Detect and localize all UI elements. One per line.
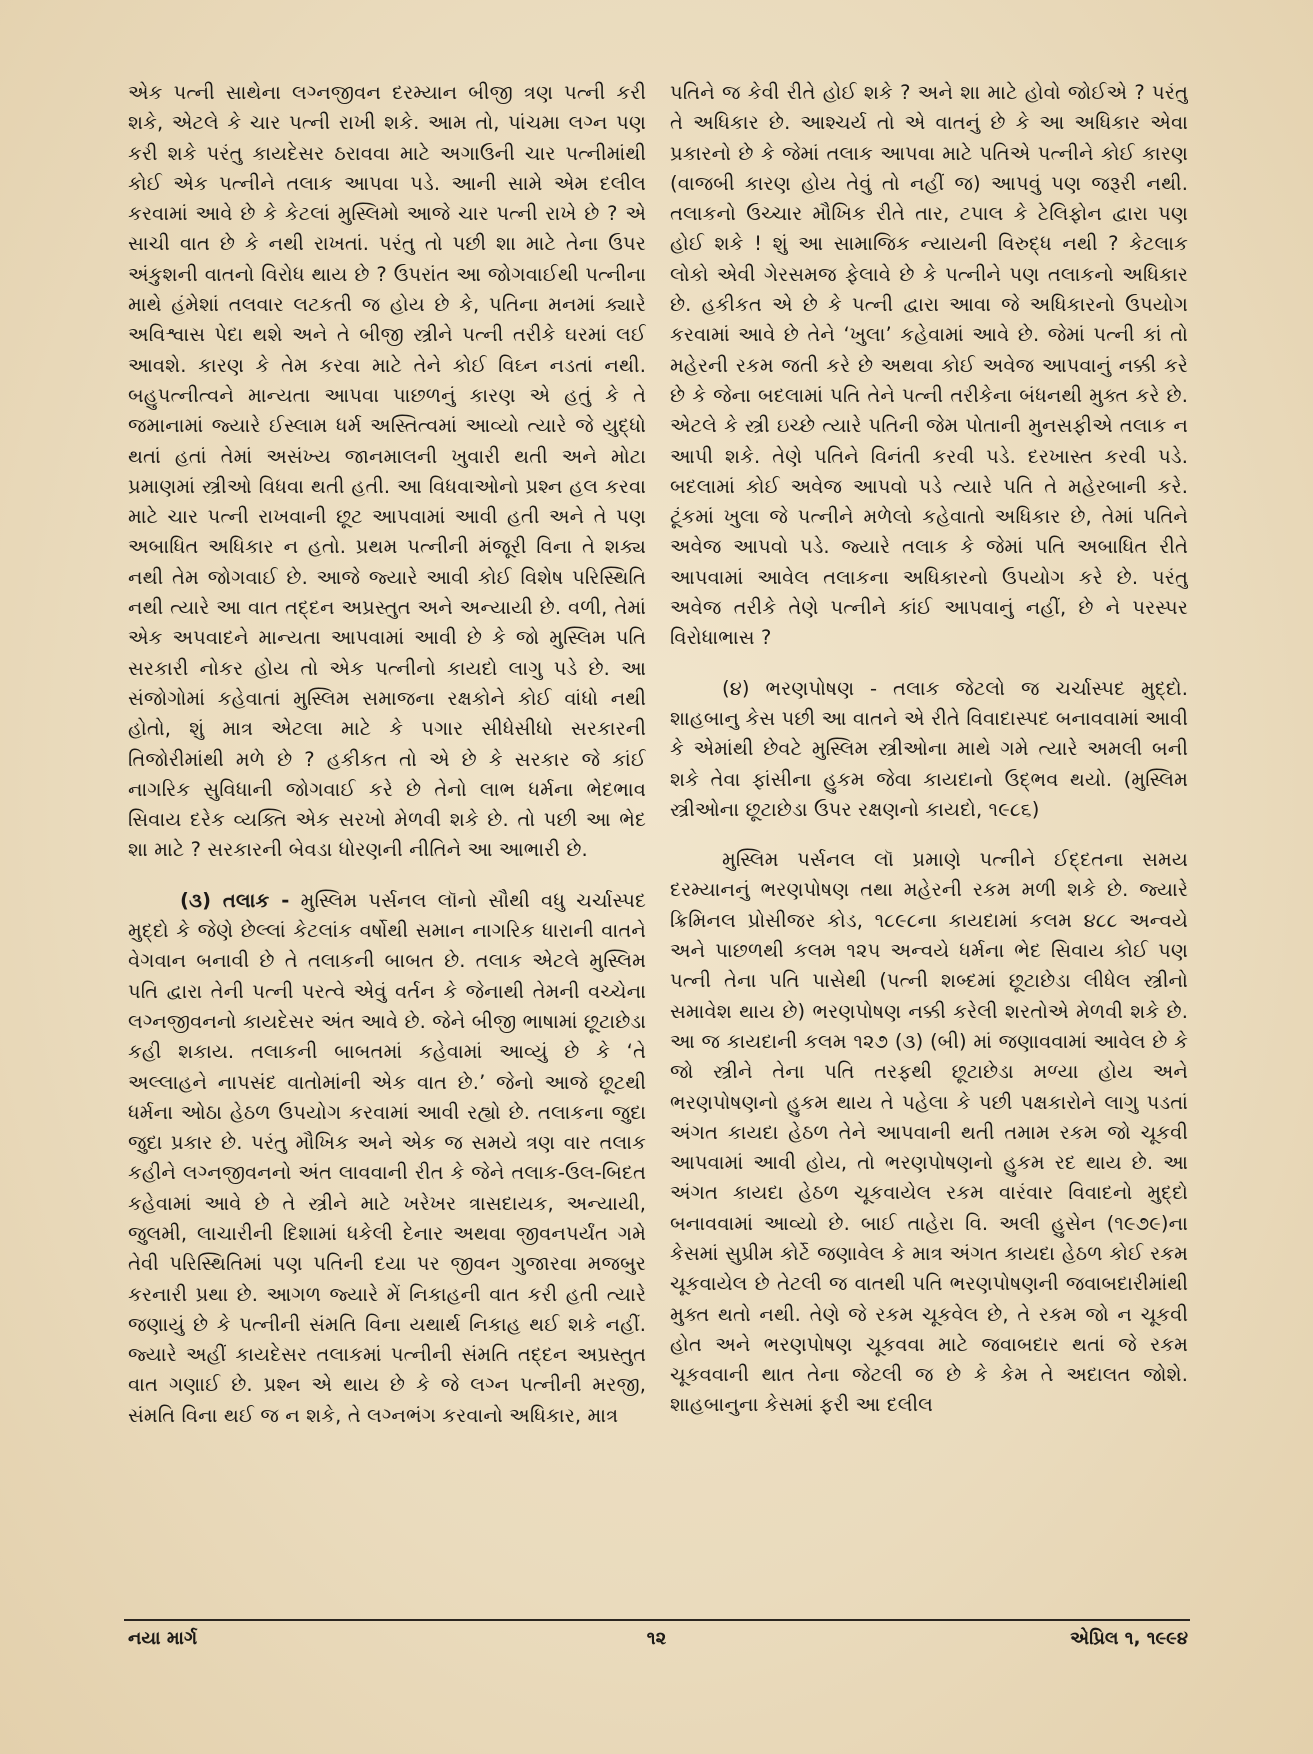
right-paragraph-1: પતિને જ કેવી રીતે હોઈ શકે ? અને શા માટે હોવો જોઈએ ? પરંતુ તે અધિકાર છે. આશ્ચર્ય તો એ વાતનું છે કે આ અધિકાર એવા પ્રકારનો છે કે જેમાં તલાક આપવા માટે પતિએ પત્નીને કોઈ કારણ (વાજબી કારણ હોય તેવું તો નહીં જ) આપવું પણ જરૂરી નથી. તલાકનો ઉચ્ચાર મૌખિક રીતે તાર, ટપાલ કે ટેલિફોન દ્વારા પણ હોઈ શકે ! શું આ સામાજિક ન્યાયની વિરુદ્ધ નથી ? કેટલાક લોકો એવી ગેરસમજ ફેલાવે છે કે પત્નીને પણ તલાકનો અધિકાર છે. હકીકત એ છે કે પત્ની દ્વારા આવા જે અધિકારનો ઉપયોગ કરવામાં આવે છે તેને ‘ખુલા’ કહેવામાં આવે છે. જેમાં પત્ની કાં તો મહેરની રકમ જતી કરે છે અથવા કોઈ અવેજ આપવાનું નક્કી કરે છે કે જેના બદલામાં પતિ તેને પત્ની તરીકેના બંધનથી મુક્ત કરે છે. એટલે કે સ્ત્રી ઇચ્છે ત્યારે પતિની જેમ પોતાની મુનસફીએ તલાક ન આપી શકે. તેણે પતિને વિનંતી કરવી પડે. દરખાસ્ત કરવી પડે. બદલામાં કોઈ અવેજ આપવો પડે ત્યારે પતિ તે મહેરબાની કરે. ટૂંકમાં ખુલા જે પત્નીને મળેલો કહેવાતો અધિકાર છે, તેમાં પતિને અવેજ આપવો પડે. જ્યારે તલાક કે જેમાં પતિ અબાધિત રીતે આપવામાં આવેલ તલાકના અધિકારનો ઉપયોગ કરે છે. પરંતુ અવેજ તરીકે તેણે પત્નીને કાંઈ આપવાનું નહીં, છે ને પરસ્પર વિરોધાભાસ ? bbox=[670, 81, 1188, 650]
left-paragraph-1: એક પત્ની સાથેના લગ્નજીવન દરમ્યાન બીજી ત્રણ પત્ની કરી શકે, એટલે કે ચાર પત્ની રાખી શકે. આમ તો, પાંચમા લગ્ન પણ કરી શકે પરંતુ કાયદેસર ઠરાવવા માટે અગાઉની ચાર પત્નીમાંથી કોઈ એક પત્નીને તલાક આપવા પડે. આની સામે એમ દલીલ કરવામાં આવે છે કે કેટલાં મુસ્લિમો આજે ચાર પત્ની રાખે છે ? એ સાચી વાત છે કે નથી રાખતાં. પરંતુ તો પછી શા માટે તેના ઉપર અંકુશની વાતનો વિરોધ થાય છે ? ઉપરાંત આ જોગવાઈથી પત્નીના માથે હંમેશાં તલવાર લટકતી જ હોય છે કે, પતિના મનમાં ક્યારે અવિશ્વાસ પેદા થશે અને તે બીજી સ્ત્રીને પત્ની તરીકે ઘરમાં લઈ આવશે. કારણ કે તેમ કરવા માટે તેને કોઈ વિઘ્ન નડતાં નથી. બહુપત્નીત્વને માન્યતા આપવા પાછળનું કારણ એ હતું કે તે જમાનામાં જ્યારે ઈસ્લામ ધર્મ અસ્તિત્વમાં આવ્યો ત્યારે જે યુદ્ધો થતાં હતાં તેમાં અસંખ્ય જાનમાલની ખુવારી થતી અને મોટા પ્રમાણમાં સ્ત્રીઓ વિધવા થતી હતી. આ વિધવાઓનો પ્રશ્ન હલ કરવા માટે ચાર પત્ની રાખવાની છૂટ આપવામાં આવી હતી અને તે પણ અબાધિત અધિકાર ન હતો. પ્રથમ પત્નીની મંજૂરી વિના તે શક્ય નથી તેમ જોગવાઈ છે. આજે જ્યારે આવી કોઈ વિશેષ પરિસ્થિતિ નથી ત્યારે આ વાત તદ્દન અપ્રસ્તુત અને અન્યાયી છે. વળી, તેમાં એક અપવાદને માન્યતા આપવામાં આવી છે કે જો મુસ્લિમ પતિ સરકારી નોકર હોય તો એક પત્નીનો કાયદો લાગુ પડે છે. આ સંજોગોમાં કહેવાતાં મુસ્લિમ સમાજના રક્ષકોને કોઈ વાંધો નથી હોતો, શું માત્ર એટલા માટે કે પગાર સીધેસીધો સરકારની તિજોરીમાંથી મળે છે ? હકીકત તો એ છે કે સરકાર જે કાંઈ નાગરિક સુવિધાની જોગવાઈ કરે છે તેનો લાભ ધર્મના ભેદભાવ સિવાય દરેક વ્યક્તિ એક સરખો મેળવી શકે છે. તો પછી આ ભેદ શા માટે ? સરકારની બેવડા ધોરણની નીતિને આ આભારી છે. bbox=[128, 81, 646, 862]
talaq-text: મુસ્લિમ પર્સનલ લૉનો સૌથી વધુ ચર્ચાસ્પદ મુદ્દો કે જેણે છેલ્લાં કેટલાંક વર્ષોથી સમાન નાગરિક ધારાની વાતને વેગવાન બનાવી છે તે તલાકની બાબત છે. તલાક એટલે મુસ્લિમ પતિ દ્વારા તેની પત્ની પરત્વે એવું વર્તન કે જેનાથી તેમની વચ્ચેના લગ્નજીવનનો કાયદેસર અંત આવે છે. જેને બીજી ભાષામાં છૂટાછેડા કહી શકાય. તલાકની બાબતમાં કહેવામાં આવ્યું છે કે ‘તે અલ્લાહને નાપસંદ વાતોમાંની એક વાત છે.’ જેનો આજે છૂટથી ધર્મના ઓઠા હેઠળ ઉપયોગ કરવામાં આવી રહ્યો છે. તલાકના જુદા જુદા પ્રકાર છે. પરંતુ મૌખિક અને એક જ સમયે ત્રણ વાર તલાક કહીને લગ્નજીવનનો અંત લાવવાની રીત કે જેને તલાક-ઉલ-બિદત કહેવામાં આવે છે તે સ્ત્રીને માટે ખરેખર ત્રાસદાયક, અન્યાયી, જુલમી, લાચારીની દિશામાં ધકેલી દેનાર અથવા જીવનપર્યંત ગમે તેવી પરિસ્થિતિમાં પણ પતિની દયા પર જીવન ગુજારવા મજબુર કરનારી પ્રથા છે. આગળ જ્યારે મેં નિકાહની વાત કરી હતી ત્યારે જણાયું છે કે પત્નીની સંમતિ વિના યથાર્થ નિકાહ થઈ શકે નહીં. જ્યારે અહીં કાયદેસર તલાકમાં પત્નીની સંમતિ તદ્દન અપ્રસ્તુત વાત ગણાઈ છે. પ્રશ્ન એ થાય છે કે જે લગ્ન પત્નીની મરજી, સંમતિ વિના થઈ જ ન શકે, તે લગ્નભંગ કરવાનો અધિકાર, માત્ર bbox=[128, 888, 646, 1427]
left-paragraph-talaq bbox=[128, 886, 646, 1431]
footer-page-number: ૧૨ bbox=[646, 1628, 667, 1649]
talaq-heading: (૩) તલાક - bbox=[180, 888, 290, 912]
footer-publication: નયા માર્ગ bbox=[128, 1628, 198, 1649]
footer-rule bbox=[124, 1619, 1190, 1621]
right-paragraph-3: મુસ્લિમ પર્સનલ લૉ પ્રમાણે પત્નીને ઈદ્દતના સમય દરમ્યાનનું ભરણપોષણ તથા મહેરની રકમ મળી શકે છે. જ્યારે ક્રિમિનલ પ્રોસીજર કોડ, ૧૮૯૮ના કાયદામાં કલમ ૪૮૮ અન્વયે અને પાછળથી કલમ ૧૨૫ અન્વયે ધર્મના ભેદ સિવાય કોઈ પણ પત્ની તેના પતિ પાસેથી (પત્ની શબ્દમાં છૂટાછેડા લીધેલ સ્ત્રીનો સમાવેશ થાય છે) ભરણપોષણ નક્કી કરેલી શરતોએ મેળવી શકે છે. આ જ કાયદાની કલમ ૧૨૭ (૩) (બી) માં જણાવવામાં આવેલ છે કે જો સ્ત્રીને તેના પતિ તરફથી છૂટાછેડા મળ્યા હોય અને ભરણપોષણનો હુકમ થાય તે પહેલા કે પછી પક્ષકારોને લાગુ પડતાં અંગત કાયદા હેઠળ તેને આપવાની થતી તમામ રકમ જો ચૂકવી આપવામાં આવી હોય, તો ભરણપોષણનો હુકમ રદ થાય છે. આ અંગત કાયદા હેઠળ ચૂકવાયેલ રકમ વારંવાર વિવાદનો મુદ્દો બનાવવામાં આવ્યો છે. બાઈ તાહેરા વિ. અલી હુસેન (૧૯૭૯)ના કેસમાં સુપ્રીમ કોર્ટે જણાવેલ કે માત્ર અંગત કાયદા હેઠળ કોઈ રકમ ચૂકવાયેલ છે તેટલી જ વાતથી પતિ ભરણપોષણની જવાબદારીમાંથી મુક્ત થતો નથી. તેણે જે રકમ ચૂકવેલ છે, તે રકમ જો ન ચૂકવી હોત અને ભરણપોષણ ચૂકવવા માટે જવાબદાર થતાં જે રકમ ચૂકવવાની થાત તેના જેટલી જ છે કે કેમ તે અદાલત જોશે. શાહબાનુના કેસમાં ફરી આ દલીલ bbox=[670, 848, 1188, 1417]
footer-date: એપ્રિલ ૧, ૧૯૯૪ bbox=[1070, 1628, 1188, 1649]
right-column bbox=[670, 78, 1188, 1618]
left-column bbox=[128, 78, 646, 1618]
right-paragraph-maintenance: (૪) ભરણપોષણ - તલાક જેટલો જ ચર્ચાસ્પદ મુદ્દો. શાહબાનુ કેસ પછી આ વાતને એ રીતે વિવાદાસ્પદ બનાવવામાં આવી કે એમાંથી છેવટે મુસ્લિમ સ્ત્રીઓના માથે ગમે ત્યારે અમલી બની શકે તેવા ફાંસીના હુકમ જેવા કાયદાનો ઉદ્ભવ થયો. (મુસ્લિમ સ્ત્રીઓના છૂટાછેડા ઉપર રક્ષણનો કાયદો, ૧૯૮૬) bbox=[670, 676, 1188, 821]
